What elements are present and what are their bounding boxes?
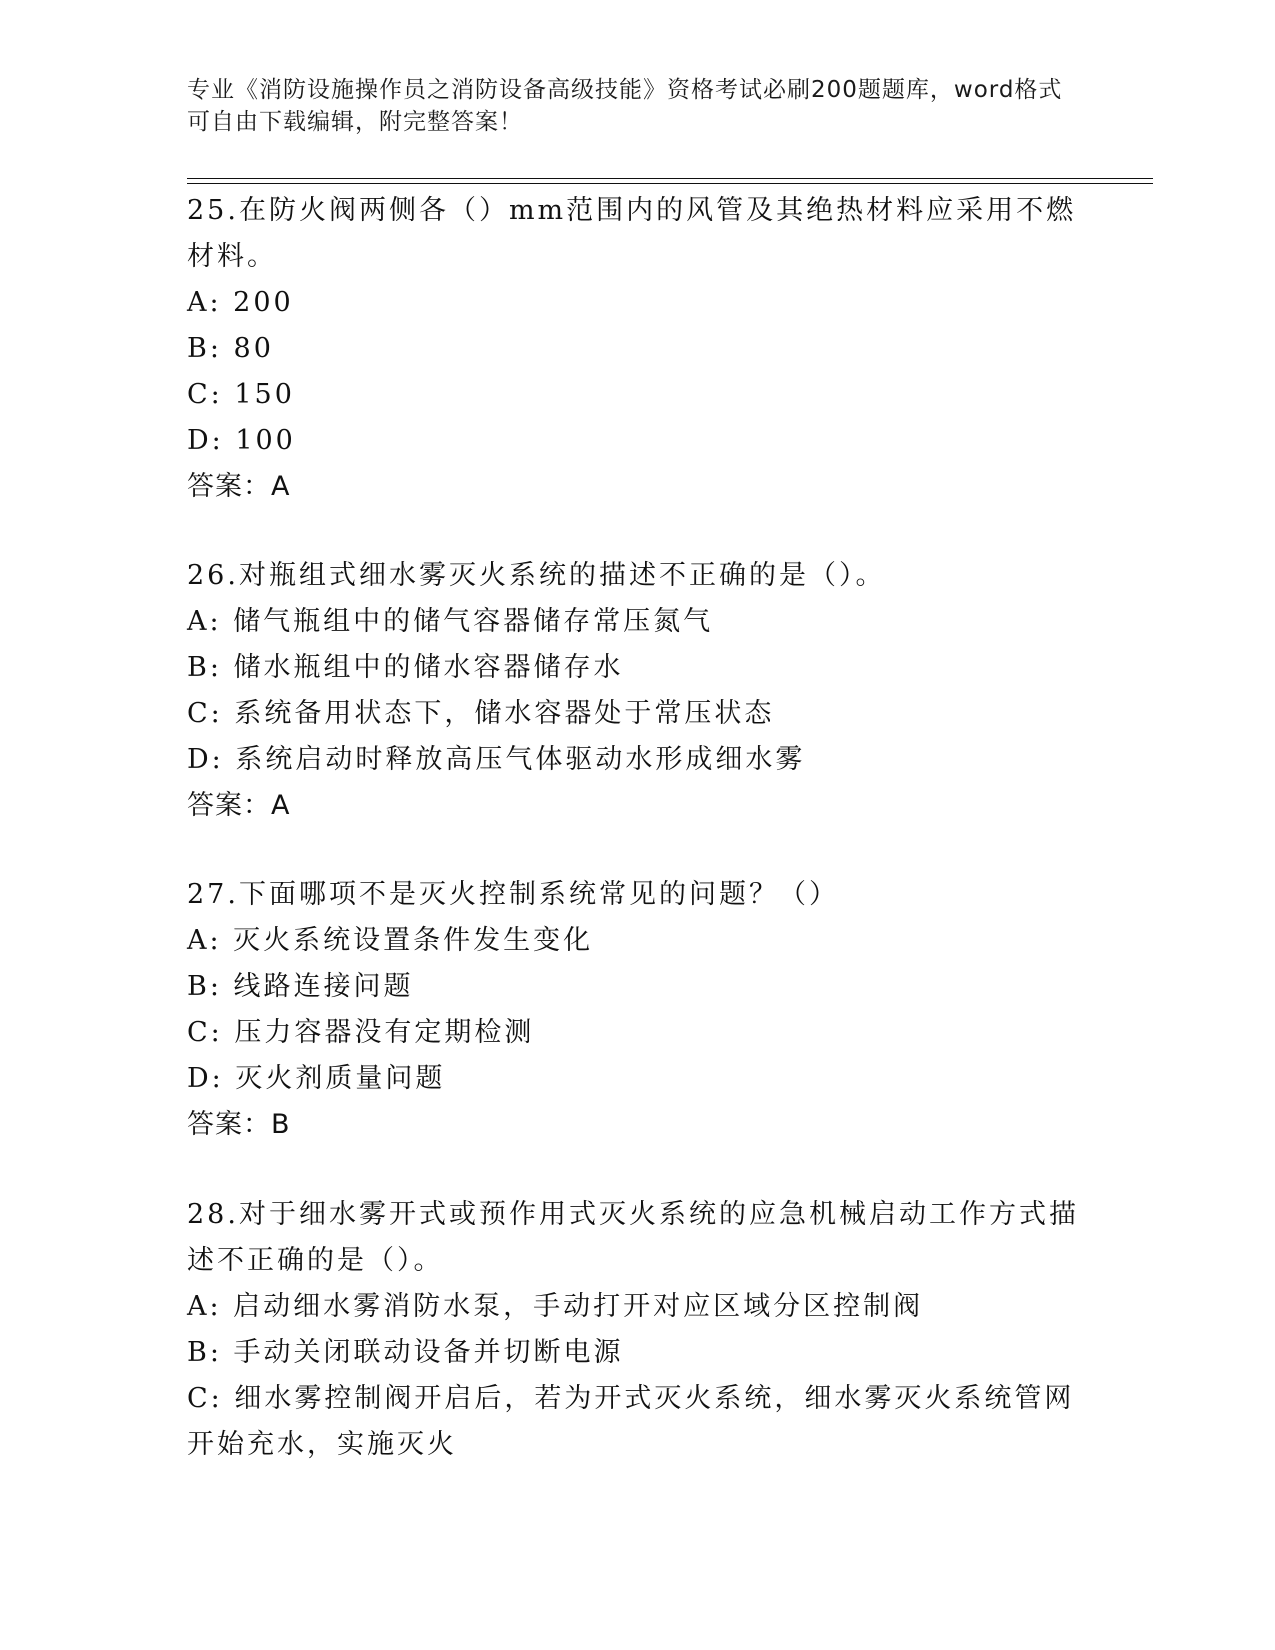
option-c: C: 150: [187, 379, 295, 410]
option-c: C: 压力容器没有定期检测: [187, 1017, 535, 1048]
question-25: [187, 188, 1087, 510]
option-a: A: 200: [187, 287, 294, 318]
option-b: B: 手动关闭联动设备并切断电源: [187, 1337, 624, 1368]
answer-line: 答案：A: [187, 471, 291, 502]
answer-line: 答案：B: [187, 1109, 291, 1140]
question-stem: 28.对于细水雾开式或预作用式灭火系统的应急机械启动工作方式描述不正确的是（）。: [187, 1199, 1079, 1276]
option-d: D: 100: [187, 425, 296, 456]
option-b: B: 储水瓶组中的储水容器储存水: [187, 652, 624, 683]
header-divider-bottom: [187, 183, 1153, 184]
option-c: C: 细水雾控制阀开启后，若为开式灭火系统，细水雾灭火系统管网开始充水，实施灭火: [187, 1383, 1075, 1460]
option-a: A: 启动细水雾消防水泵，手动打开对应区域分区控制阀: [187, 1291, 924, 1322]
option-b: B: 80: [187, 333, 274, 364]
question-stem: 25.在防火阀两侧各（）mm范围内的风管及其绝热材料应采用不燃材料。: [187, 195, 1077, 272]
question-27: [187, 872, 1087, 1148]
document-header: 专业《消防设施操作员之消防设备高级技能》资格考试必刷200题题库，word格式可自由下载编辑，附完整答案！: [187, 77, 1063, 135]
question-stem: 27.下面哪项不是灭火控制系统常见的问题？（）: [187, 879, 839, 910]
option-d: D: 系统启动时释放高压气体驱动水形成细水雾: [187, 744, 806, 775]
option-b: B: 线路连接问题: [187, 971, 414, 1002]
header-divider-top: [187, 178, 1153, 179]
option-a: A: 灭火系统设置条件发生变化: [187, 925, 594, 956]
question-28: [187, 1192, 1087, 1468]
question-26: [187, 553, 1087, 829]
option-c: C: 系统备用状态下，储水容器处于常压状态: [187, 698, 775, 729]
answer-line: 答案：A: [187, 790, 291, 821]
option-d: D: 灭火剂质量问题: [187, 1063, 446, 1094]
question-stem: 26.对瓶组式细水雾灭火系统的描述不正确的是（）。: [187, 560, 886, 591]
option-a: A: 储气瓶组中的储气容器储存常压氮气: [187, 606, 714, 637]
